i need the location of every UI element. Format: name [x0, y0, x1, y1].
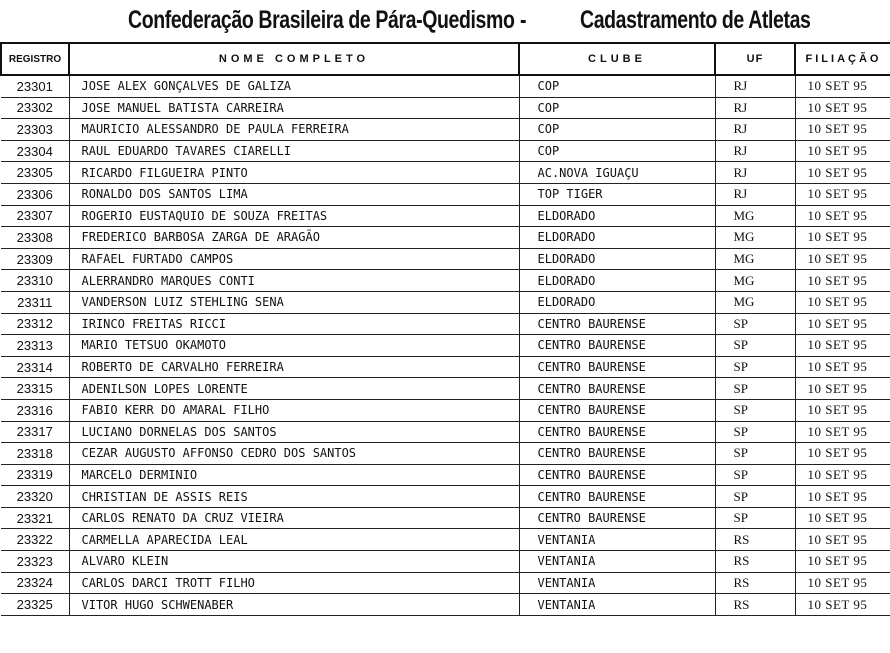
clube-cell: CENTRO BAURENSE [519, 486, 715, 508]
filiacao-cell: 10 SET 95 [795, 291, 890, 313]
clube-cell: TOP TIGER [519, 183, 715, 205]
filiacao-cell: 10 SET 95 [795, 119, 890, 141]
filiacao-cell: 10 SET 95 [795, 162, 890, 184]
clube-cell: VENTANIA [519, 551, 715, 573]
clube-cell: ELDORADO [519, 248, 715, 270]
clube-cell: COP [519, 97, 715, 119]
table-body [1, 75, 890, 615]
athlete-registry-table [0, 42, 890, 616]
table-row [1, 97, 890, 119]
table-row [1, 486, 890, 508]
uf-cell: SP [715, 507, 795, 529]
table-row [1, 335, 890, 357]
table-header-row [1, 43, 890, 75]
filiacao-cell: 10 SET 95 [795, 551, 890, 573]
uf-cell: MG [715, 291, 795, 313]
filiacao-cell: 10 SET 95 [795, 572, 890, 594]
table-row [1, 572, 890, 594]
clube-cell: VENTANIA [519, 572, 715, 594]
clube-cell: ELDORADO [519, 270, 715, 292]
filiacao-cell: 10 SET 95 [795, 205, 890, 227]
registro-cell: 23309 [1, 248, 69, 270]
registro-cell: 23313 [1, 335, 69, 357]
nome-cell: JOSE MANUEL BATISTA CARREIRA [69, 97, 519, 119]
filiacao-cell: 10 SET 95 [795, 443, 890, 465]
registro-cell: 23306 [1, 183, 69, 205]
clube-cell: ELDORADO [519, 291, 715, 313]
clube-cell: CENTRO BAURENSE [519, 421, 715, 443]
table-row [1, 464, 890, 486]
registro-cell: 23307 [1, 205, 69, 227]
nome-cell: RICARDO FILGUEIRA PINTO [69, 162, 519, 184]
registro-cell: 23320 [1, 486, 69, 508]
uf-cell: RJ [715, 162, 795, 184]
registro-cell: 23312 [1, 313, 69, 335]
table-row [1, 313, 890, 335]
nome-cell: ALERRANDRO MARQUES CONTI [69, 270, 519, 292]
uf-cell: MG [715, 248, 795, 270]
table-row [1, 75, 890, 97]
nome-cell: ROGERIO EUSTAQUIO DE SOUZA FREITAS [69, 205, 519, 227]
uf-cell: RJ [715, 183, 795, 205]
clube-cell: COP [519, 140, 715, 162]
uf-cell: RS [715, 572, 795, 594]
registro-cell: 23324 [1, 572, 69, 594]
filiacao-cell: 10 SET 95 [795, 335, 890, 357]
registro-cell: 23315 [1, 378, 69, 400]
filiacao-cell: 10 SET 95 [795, 248, 890, 270]
uf-cell: SP [715, 313, 795, 335]
nome-cell: IRINCO FREITAS RICCI [69, 313, 519, 335]
table-row [1, 399, 890, 421]
clube-cell: CENTRO BAURENSE [519, 464, 715, 486]
clube-cell: CENTRO BAURENSE [519, 507, 715, 529]
column-header-filiacao: FILIAÇÃO [795, 43, 890, 75]
nome-cell: VITOR HUGO SCHWENABER [69, 594, 519, 616]
nome-cell: MARCELO DERMINIO [69, 464, 519, 486]
uf-cell: SP [715, 443, 795, 465]
clube-cell: CENTRO BAURENSE [519, 378, 715, 400]
nome-cell: RONALDO DOS SANTOS LIMA [69, 183, 519, 205]
registro-cell: 23302 [1, 97, 69, 119]
table-row [1, 119, 890, 141]
filiacao-cell: 10 SET 95 [795, 183, 890, 205]
filiacao-cell: 10 SET 95 [795, 227, 890, 249]
filiacao-cell: 10 SET 95 [795, 270, 890, 292]
nome-cell: LUCIANO DORNELAS DOS SANTOS [69, 421, 519, 443]
nome-cell: MARIO TETSUO OKAMOTO [69, 335, 519, 357]
table-row [1, 270, 890, 292]
filiacao-cell: 10 SET 95 [795, 421, 890, 443]
registro-cell: 23321 [1, 507, 69, 529]
registro-cell: 23304 [1, 140, 69, 162]
nome-cell: MAURICIO ALESSANDRO DE PAULA FERREIRA [69, 119, 519, 141]
table-row [1, 227, 890, 249]
nome-cell: RAUL EDUARDO TAVARES CIARELLI [69, 140, 519, 162]
table-row [1, 183, 890, 205]
registro-cell: 23319 [1, 464, 69, 486]
uf-cell: SP [715, 464, 795, 486]
registro-cell: 23314 [1, 356, 69, 378]
registro-cell: 23308 [1, 227, 69, 249]
title-organization: Confederação Brasileira de Pára-Quedismo [128, 6, 515, 34]
registro-cell: 23301 [1, 75, 69, 97]
nome-cell: VANDERSON LUIZ STEHLING SENA [69, 291, 519, 313]
clube-cell: CENTRO BAURENSE [519, 356, 715, 378]
nome-cell: CEZAR AUGUSTO AFFONSO CEDRO DOS SANTOS [69, 443, 519, 465]
nome-cell: ADENILSON LOPES LORENTE [69, 378, 519, 400]
table-row [1, 594, 890, 616]
filiacao-cell: 10 SET 95 [795, 140, 890, 162]
registro-cell: 23316 [1, 399, 69, 421]
filiacao-cell: 10 SET 95 [795, 97, 890, 119]
table-row [1, 443, 890, 465]
uf-cell: RJ [715, 119, 795, 141]
uf-cell: SP [715, 486, 795, 508]
uf-cell: RS [715, 551, 795, 573]
nome-cell: CARMELLA APARECIDA LEAL [69, 529, 519, 551]
registro-cell: 23310 [1, 270, 69, 292]
table-row [1, 162, 890, 184]
table-row [1, 551, 890, 573]
uf-cell: SP [715, 356, 795, 378]
column-header-nome-completo: NOME COMPLETO [69, 43, 519, 75]
uf-cell: MG [715, 270, 795, 292]
clube-cell: ELDORADO [519, 227, 715, 249]
filiacao-cell: 10 SET 95 [795, 75, 890, 97]
clube-cell: AC.NOVA IGUAÇU [519, 162, 715, 184]
uf-cell: RJ [715, 97, 795, 119]
table-row [1, 378, 890, 400]
uf-cell: SP [715, 335, 795, 357]
clube-cell: COP [519, 75, 715, 97]
title-separator: - [520, 6, 527, 34]
document-title [0, 0, 890, 40]
filiacao-cell: 10 SET 95 [795, 378, 890, 400]
registro-cell: 23322 [1, 529, 69, 551]
registro-cell: 23325 [1, 594, 69, 616]
nome-cell: FABIO KERR DO AMARAL FILHO [69, 399, 519, 421]
table-row [1, 140, 890, 162]
nome-cell: FREDERICO BARBOSA ZARGA DE ARAGÃO [69, 227, 519, 249]
clube-cell: CENTRO BAURENSE [519, 443, 715, 465]
registro-cell: 23305 [1, 162, 69, 184]
nome-cell: ROBERTO DE CARVALHO FERREIRA [69, 356, 519, 378]
uf-cell: SP [715, 399, 795, 421]
nome-cell: CARLOS DARCI TROTT FILHO [69, 572, 519, 594]
uf-cell: RJ [715, 75, 795, 97]
nome-cell: CARLOS RENATO DA CRUZ VIEIRA [69, 507, 519, 529]
clube-cell: COP [519, 119, 715, 141]
clube-cell: CENTRO BAURENSE [519, 335, 715, 357]
registro-cell: 23303 [1, 119, 69, 141]
uf-cell: SP [715, 421, 795, 443]
filiacao-cell: 10 SET 95 [795, 313, 890, 335]
clube-cell: CENTRO BAURENSE [519, 313, 715, 335]
table-row [1, 421, 890, 443]
uf-cell: RS [715, 594, 795, 616]
nome-cell: JOSE ALEX GONÇALVES DE GALIZA [69, 75, 519, 97]
registro-cell: 23323 [1, 551, 69, 573]
uf-cell: SP [715, 378, 795, 400]
column-header-clube: CLUBE [519, 43, 715, 75]
registro-cell: 23317 [1, 421, 69, 443]
clube-cell: ELDORADO [519, 205, 715, 227]
table-row [1, 529, 890, 551]
title-section: Cadastramento de Atletas [580, 6, 811, 34]
registro-cell: 23311 [1, 291, 69, 313]
filiacao-cell: 10 SET 95 [795, 464, 890, 486]
nome-cell: RAFAEL FURTADO CAMPOS [69, 248, 519, 270]
uf-cell: RS [715, 529, 795, 551]
column-header-registro: REGISTRO [1, 43, 69, 75]
nome-cell: ALVARO KLEIN [69, 551, 519, 573]
filiacao-cell: 10 SET 95 [795, 486, 890, 508]
clube-cell: VENTANIA [519, 529, 715, 551]
filiacao-cell: 10 SET 95 [795, 507, 890, 529]
table-row [1, 507, 890, 529]
uf-cell: MG [715, 227, 795, 249]
filiacao-cell: 10 SET 95 [795, 529, 890, 551]
nome-cell: CHRISTIAN DE ASSIS REIS [69, 486, 519, 508]
filiacao-cell: 10 SET 95 [795, 594, 890, 616]
registro-cell: 23318 [1, 443, 69, 465]
clube-cell: VENTANIA [519, 594, 715, 616]
uf-cell: MG [715, 205, 795, 227]
clube-cell: CENTRO BAURENSE [519, 399, 715, 421]
table-row [1, 205, 890, 227]
uf-cell: RJ [715, 140, 795, 162]
table-row [1, 248, 890, 270]
table-row [1, 356, 890, 378]
column-header-uf: UF [715, 43, 795, 75]
filiacao-cell: 10 SET 95 [795, 399, 890, 421]
table-row [1, 291, 890, 313]
filiacao-cell: 10 SET 95 [795, 356, 890, 378]
